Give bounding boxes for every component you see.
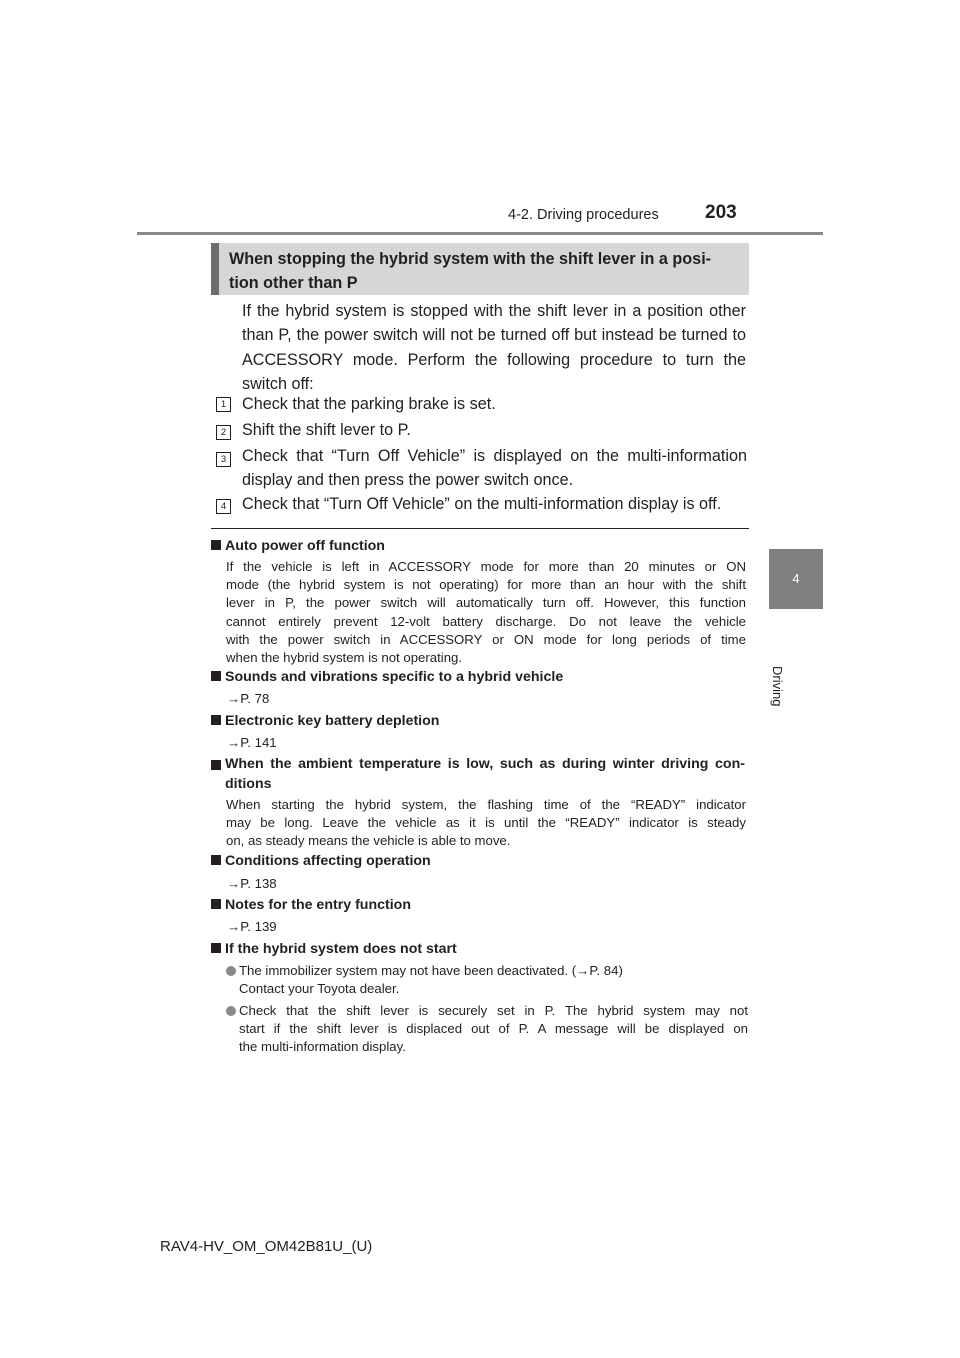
note-line: cannot entirely prevent 12-volt battery discharge. Do not leave the vehicle	[226, 613, 746, 629]
square-bullet-icon	[211, 671, 221, 681]
square-bullet-icon	[211, 760, 221, 770]
chapter-tab: 4	[769, 549, 823, 609]
step-number-badge: 1	[216, 397, 231, 412]
intro-line: ACCESSORY mode. Perform the following procedure to turn the	[242, 350, 746, 369]
square-bullet-icon	[211, 715, 221, 725]
page-reference-link[interactable]: →P. 141	[227, 735, 277, 750]
bullet-line: Contact your Toyota dealer.	[239, 981, 400, 997]
step-text: Shift the shift lever to P.	[242, 421, 411, 439]
note-heading-text: Sounds and vibrations specific to a hybrid vehicle	[225, 669, 564, 685]
step-number-badge: 2	[216, 425, 231, 440]
intro-paragraph	[242, 299, 746, 397]
note-heading-conditions	[211, 852, 749, 872]
square-bullet-icon	[211, 540, 221, 550]
step-1	[215, 392, 747, 416]
note-body-ambient-temperature	[226, 796, 746, 851]
bullet-item	[226, 1002, 748, 1057]
step-3	[215, 444, 747, 493]
page-reference-link[interactable]: →P. 78	[227, 691, 270, 706]
bullet-line: start if the shift lever is displaced out of P. A message will be displayed on	[239, 1021, 748, 1037]
section-divider	[211, 528, 749, 529]
section-title-line-1: When stopping the hybrid system with the shift lever in a posi-	[229, 250, 712, 268]
note-line: When starting the hybrid system, the flashing time of the “READY” indicator	[226, 797, 746, 812]
note-line: If the vehicle is left in ACCESSORY mode for more than 20 minutes or ON	[226, 559, 746, 574]
note-heading-entry	[211, 896, 749, 916]
step-number-badge: 3	[216, 452, 231, 467]
note-heading-text	[225, 755, 745, 794]
page-number: 203	[705, 202, 737, 223]
header-section-title: 4-2. Driving procedures	[508, 207, 659, 223]
note-heading-not-start	[211, 940, 749, 960]
note-line: on, as steady means the vehicle is able to move.	[226, 833, 511, 849]
note-line: when the hybrid system is not operating.	[226, 650, 463, 666]
intro-line: than P, the power switch will not be turned off but instead be turned to	[242, 326, 746, 345]
step-text: Check that “Turn Off Vehicle” is displayed on the multi-information	[242, 447, 747, 465]
note-body-auto-power-off	[226, 558, 746, 667]
round-bullet-icon	[226, 966, 236, 976]
step-text: Check that the parking brake is set.	[242, 395, 496, 413]
page-reference-link[interactable]: →P. 138	[227, 876, 277, 891]
note-line: may be long. Leave the vehicle as it is until the “READY” indicator is steady	[226, 815, 746, 831]
square-bullet-icon	[211, 855, 221, 865]
note-heading-text: Conditions affecting operation	[225, 853, 431, 869]
note-heading-line: When the ambient temperature is low, such as during winter driving con-	[225, 756, 745, 772]
page-reference-link[interactable]: →P. 139	[227, 919, 277, 934]
section-title-box	[211, 243, 749, 295]
round-bullet-icon	[226, 1006, 236, 1016]
note-heading-sounds	[211, 668, 749, 688]
header-divider	[137, 232, 823, 235]
step-text: display and then press the power switch once.	[242, 471, 574, 490]
step-text: Check that “Turn Off Vehicle” on the multi-information display is off.	[242, 495, 722, 513]
note-line: with the power switch in ACCESSORY or ON mode for long periods of time	[226, 631, 746, 647]
note-heading-text: Electronic key battery depletion	[225, 713, 440, 729]
bullet-item	[226, 962, 748, 998]
square-bullet-icon	[211, 943, 221, 953]
intro-line: switch off:	[242, 375, 314, 394]
document-code: RAV4-HV_OM_OM42B81U_(U)	[160, 1238, 373, 1255]
section-title-line-2: tion other than P	[229, 274, 358, 292]
bullet-line: Check that the shift lever is securely set in P. The hybrid system may not	[239, 1003, 748, 1018]
chapter-label	[770, 620, 819, 707]
note-heading-key-battery	[211, 712, 749, 732]
note-heading-text: If the hybrid system does not start	[225, 941, 457, 957]
note-heading-ambient-temperature	[211, 755, 749, 794]
note-heading-text: Notes for the entry function	[225, 897, 412, 913]
intro-line: If the hybrid system is stopped with the shift lever in a position other	[242, 302, 746, 320]
step-4	[215, 492, 747, 516]
note-line: lever in P, the power switch will automatically turn off. However, this function	[226, 595, 746, 611]
note-heading-line: ditions	[225, 775, 272, 792]
step-number-badge: 4	[216, 499, 231, 514]
step-2	[215, 418, 747, 442]
square-bullet-icon	[211, 899, 221, 909]
chapter-label-text: Driving	[770, 666, 785, 707]
note-heading-auto-power-off	[211, 537, 749, 557]
note-line: mode (the hybrid system is not operating) for more than an hour with the shift	[226, 577, 746, 593]
note-heading-text: Auto power off function	[225, 538, 385, 554]
bullet-line: The immobilizer system may not have been deactivated. (→P. 84)	[239, 963, 623, 978]
bullet-line: the multi-information display.	[239, 1039, 406, 1055]
